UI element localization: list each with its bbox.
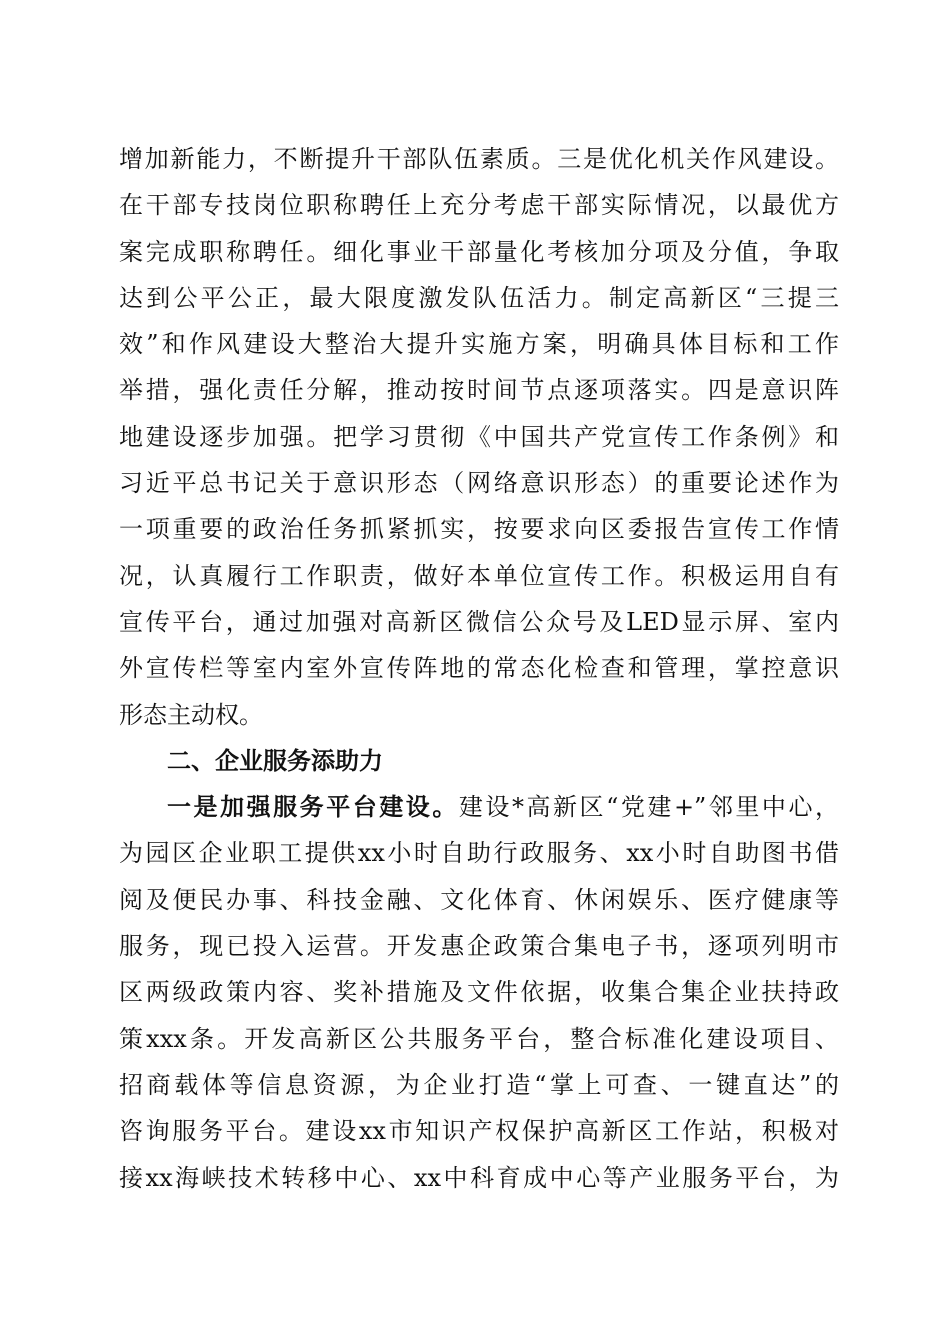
text-line: 区两级政策内容、奖补措施及文件依据，收集合集企业扶持政 [119, 978, 839, 1007]
text-line: 增加新能力，不断提升干部队伍素质。三是优化机关作风建设。 [119, 145, 839, 173]
text-line: 案完成职称聘任。细化事业干部量化考核加分项及分值，争取 [119, 237, 839, 266]
text-run: 建设*高新区“党建+”邻里中心， [458, 793, 839, 822]
text-line: 招商载体等信息资源，为企业打造“掌上可查、一键直达”的 [119, 1070, 839, 1099]
text-line: 策xxx条。开发高新区公共服务平台，整合标准化建设项目、 [119, 1024, 839, 1053]
paragraph-enterprise-services [119, 784, 839, 1201]
text-line: 宣传平台，通过加强对高新区微信公众号及LED显示屏、室内 [119, 607, 839, 636]
text-line-first [119, 784, 839, 830]
text-line: 效”和作风建设大整治大提升实施方案，明确具体目标和工作 [119, 330, 839, 359]
section-heading: 二、企业服务添助力 [167, 746, 383, 775]
text-line: 外宣传栏等室内室外宣传阵地的常态化检查和管理，掌控意识 [119, 654, 839, 683]
text-line: 况，认真履行工作职责，做好本单位宣传工作。积极运用自有 [119, 561, 839, 590]
document-body [119, 136, 839, 1201]
text-line: 形态主动权。 [119, 700, 263, 729]
text-line: 在干部专技岗位职称聘任上充分考虑干部实际情况，以最优方 [119, 191, 839, 220]
text-line: 地建设逐步加强。把学习贯彻《中国共产党宣传工作条例》和 [119, 422, 839, 451]
text-line: 咨询服务平台。建设xx市知识产权保护高新区工作站，积极对 [119, 1117, 839, 1146]
paragraph-workforce [119, 136, 839, 738]
text-line: 服务，现已投入运营。开发惠企政策合集电子书，逐项列明市 [119, 932, 839, 961]
text-line: 举措，强化责任分解，推动按时间节点逐项落实。四是意识阵 [119, 376, 839, 405]
text-line: 为园区企业职工提供xx小时自助行政服务、xx小时自助图书借 [119, 839, 839, 868]
text-line: 阅及便民办事、科技金融、文化体育、休闲娱乐、医疗健康等 [119, 885, 839, 914]
text-line: 达到公平公正，最大限度激发队伍活力。制定高新区“三提三 [119, 283, 839, 312]
text-line: 一项重要的政治任务抓紧抓实，按要求向区委报告宣传工作情 [119, 515, 839, 544]
bold-lead-phrase: 一是加强服务平台建设。 [167, 793, 459, 822]
text-line: 习近平总书记关于意识形态（网络意识形态）的重要论述作为 [119, 469, 839, 498]
text-line: 接xx海峡技术转移中心、xx中科育成中心等产业服务平台，为 [119, 1163, 839, 1192]
